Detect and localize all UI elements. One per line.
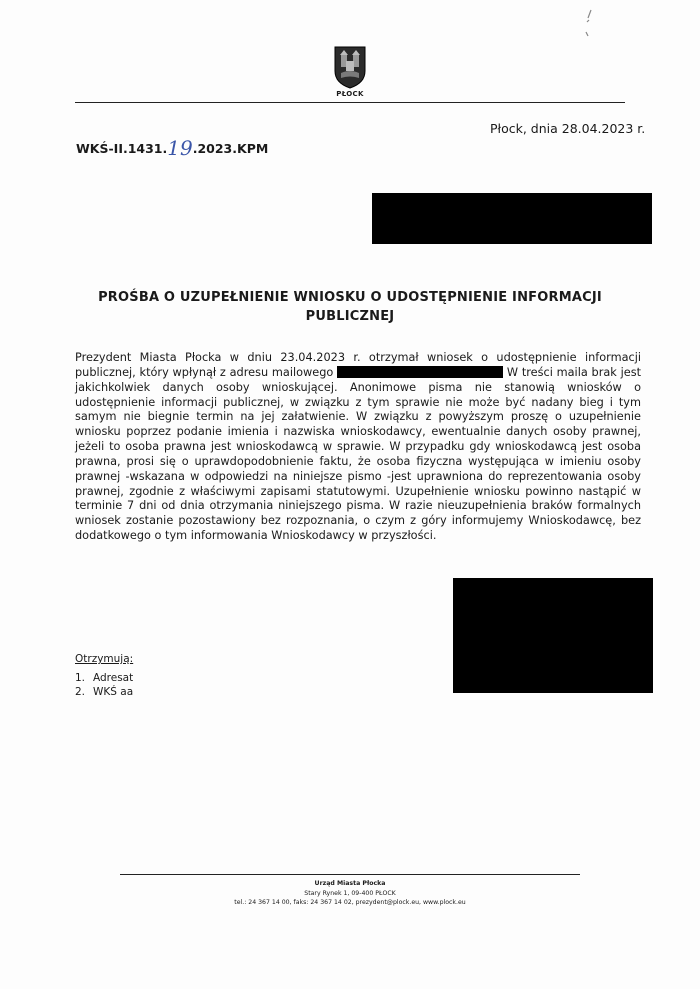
redacted-email [337,366,503,378]
recipients-heading: Otrzymują: [75,653,134,665]
recipients-list [75,672,133,699]
footer-address: Stary Rynek 1, 09-400 PŁOCK [304,889,396,897]
redacted-address-block [372,193,652,244]
body-paragraph [75,351,641,544]
crest-city-name: PŁOCK [336,90,364,98]
list-item-number: 2. [75,685,86,698]
reference-prefix: WKŚ-II.1431. [76,141,168,156]
list-item-text: WKŚ aa [93,685,134,698]
reference-suffix: .2023.KPM [192,141,269,156]
handwritten-number: 19 [167,136,193,160]
footer-contact: tel.: 24 367 14 00, faks: 24 367 14 02, prezydent@plock.eu, www.plock.eu [234,899,466,906]
body-text-part-1: Prezydent Miasta Płocka w dniu 23.04.2023 r. otrzymał wniosek o udostępnienie informacji publicznej, który wpłynął z adresu mailowego [75,351,641,379]
redacted-signature-block [453,578,653,693]
date-line: Płock, dnia 28.04.2023 r. [490,121,646,136]
document-title: PROŚBA O UZUPEŁNIENIE WNIOSKU O UDOSTĘPNIENIE INFORMACJI PUBLICZNEJ [98,290,602,324]
footer-organization: Urząd Miasta Płocka [314,880,386,887]
header-divider [75,102,625,103]
list-item [75,672,133,686]
list-item [75,686,133,700]
page-footer [120,879,580,908]
list-item-text: Adresat [93,672,134,684]
body-text-part-2: W treści maila brak jest jakichkolwiek danych osoby wnioskującej. Anonimowe pisma nie stanowią wniosków o udostępnienie informacji publicznej, w związku z tym sprawie nie może być nadany bieg i tym samym nie biegnie termin na jej załatwienie. W związku z powyższym proszę o uzupełnienie wniosku poprzez podanie imienia i nazwiska wnioskodawcy, ewentualnie danych osoby prawnej, jeżeli to osoba prawna jest wnioskodawcą w sprawie. W przypadku gdy wnioskodawcą jest osoba prawna, prosi się o uprawdopodobnienie faktu, że osoba fizyczna występująca w imieniu osoby prawnej -wskazana w odpowiedzi na niniejsze pismo -jest uprawniona do reprezentowania osoby prawnej, zgodnie z właściwymi zapisami statutowymi. Uzupełnienie wniosku powinno nastąpić w terminie 7 dni od dnia otrzymania niniejszego pisma. W razie nieuzupełnienia braków formalnych wniosek zostanie pozostawiony bez rozpoznania, o czym z góry informujemy Wnioskodawcę, bez dodatkowego o tym informowania Wnioskodawcy w przyszłości. [75,365,642,543]
list-item-number: 1. [75,672,86,684]
scan-mark-icon [582,8,596,38]
case-reference [76,134,268,158]
footer-divider [120,874,580,875]
city-crest-icon [333,45,367,89]
